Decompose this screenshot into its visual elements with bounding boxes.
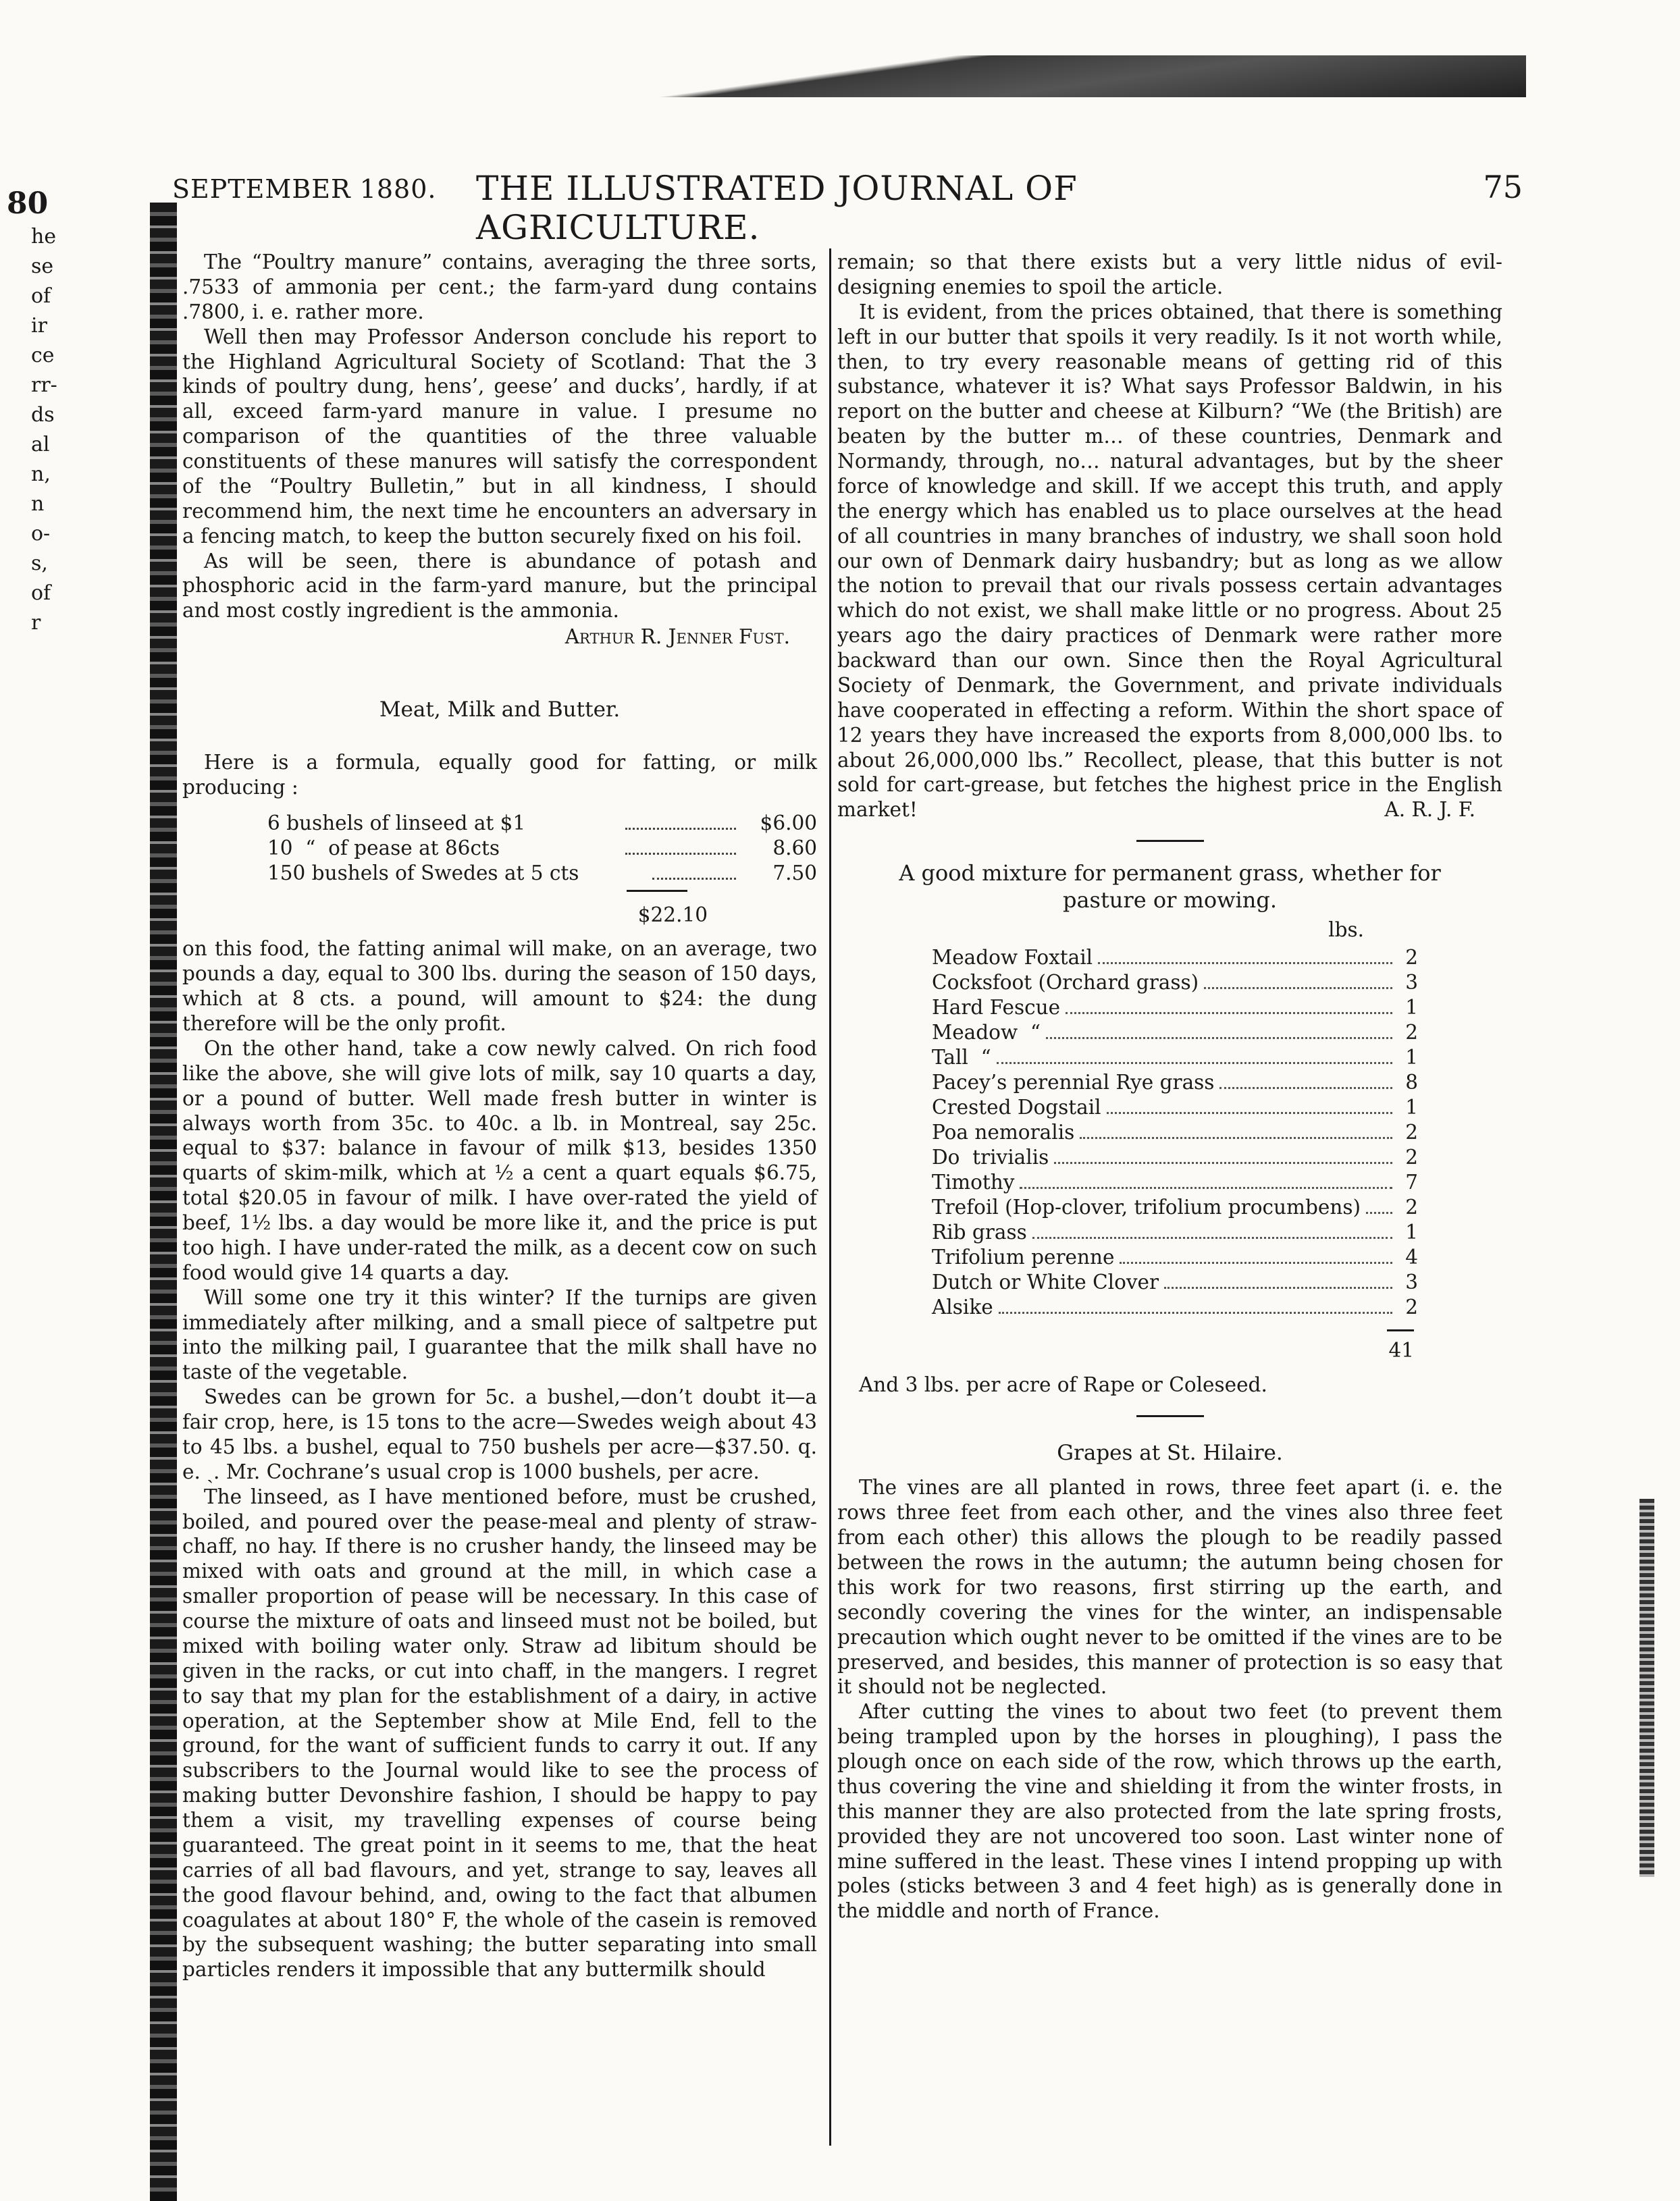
grass-row: [932, 1095, 1418, 1120]
paragraph: The linseed, as I have mentioned before, must be crushed, boiled, and poured over the pease-meal and plenty of straw-chaff, no hay. If there is no crusher handy, the linseed may be mixed with oats and ground at the mill, in which case a smaller proportion of pease will be necessary. In this case of course the mixture of oats and linseed must not be boiled, but mixed with boiling water only. Straw ad libitum should be given in the racks, or cut into chaff, in the mangers. I regret to say that my plan for the establishment of a dairy, in active operation, at the September show at Mile End, fell to the ground, for the want of sufficient funds to carry it out. If any subscribers to the Journal would like to see the process of making butter Devonshire fashion, I should be happy to pay them a visit, my travelling expenses of course being guaranteed. The great point in it seems to me, that the heat carries of all bad flavours, and yet, strange to say, leaves all the good flavour behind, and, owing to the fact that albumen coagulates at about 180° F, the whole of the casein is removed by the subsequent washing; the butter separating into small particles renders it impossible that any buttermilk should: [182, 1485, 817, 1982]
grass-lbs: 1: [1405, 995, 1418, 1019]
paragraph: Will some one try it this winter? If the turnips are given immediately after milking, and a small piece of saltpetre put into the milking pail, I guarantee that the milk shall have no taste of the vegetable.: [182, 1285, 817, 1384]
grass-row: [932, 1145, 1418, 1170]
section-title-grapes: Grapes at St. Hilaire.: [1057, 1440, 1283, 1465]
dot-leader: [1204, 987, 1392, 989]
total-rule: [627, 890, 687, 892]
scan-artifact-right: [1639, 1499, 1654, 1877]
formula-table: [188, 811, 817, 928]
paragraph: On the other hand, take a cow newly calved. On rich food like the above, she will give lots of milk, say 10 quarts a day, or a pound of butter. Well made fresh butter in winter is always worth from 35c. to 40c. a lb. in Montreal, say 25c. equal to $37: balance in favour of milk $13, besides 1350 quarts of skim-milk, which at ½ a cent a quart equals $6.75, total $20.05 in favour of milk. I have over-rated the yield of beef, 1½ lbs. a day would be more like it, and the price is put too high. I have under-rated the milk, as a decent cow on such food would give 14 quarts a day.: [182, 1036, 817, 1284]
grass-name: Cocksfoot (Orchard grass): [932, 970, 1199, 994]
fragment-line: of: [31, 284, 51, 308]
fragment-line: s,: [31, 552, 48, 575]
section-divider: [1136, 840, 1204, 842]
grass-lbs: 1: [1405, 1045, 1418, 1069]
dot-leader: [1366, 1212, 1392, 1214]
fragment-line: ds: [31, 403, 55, 427]
formula-row: 150 bushels of Swedes at 5 cts 7.50: [267, 861, 817, 884]
fragment-line: o-: [31, 522, 51, 546]
grass-row: [932, 945, 1418, 970]
paragraph: It is evident, from the prices obtained, that there is something left in our butter that spoils it very readily. Is it not worth while, then, to try every reasonable means of getting rid of this substance, whatever it is? What says Professor Baldwin, in his report on the butter and cheese at Kilburn? “We (the British) are beaten by the butter m… of these countries, Denmark and Normandy, through, no… natural advantages, but by the sheer force of knowledge and skill. If we accept this truth, and apply the energy which has enabled us to place ourselves at the head of all countries in many branches of industry, we shall soon hold our own of Denmark dairy husbandry; but as long as we allow the notion to prevail that our rivals possess certain advantages which do not exist, we shall make little or no progress. About 25 years ago the dairy practices of Denmark were rather more backward than our own. Since then the Royal Agricultural Society of Denmark, the Government, and private individuals have cooperated in effecting a reform. Within the short space of 12 years they have increased the exports from 8,000,000 lbs. to about 26,000,000 lbs.” Recollect, please, that this butter is not sold for cart-grease, but fetches the highest price in the English market!: [837, 300, 1502, 822]
grass-row: [932, 1120, 1418, 1145]
grass-row: [932, 1020, 1418, 1045]
grass-row: [932, 1245, 1418, 1270]
section-title-meat-milk-butter: Meat, Milk and Butter.: [379, 697, 621, 722]
dot-leader: [1020, 1187, 1392, 1189]
dot-leader: [1107, 1112, 1392, 1114]
fragment-line: ir: [31, 314, 47, 338]
grass-lbs: 2: [1405, 1120, 1418, 1144]
paragraph: After cutting the vines to about two feet (to prevent them being trampled upon by the horses in ploughing), I pass the plough once on each side of the row, which throws up the earth, thus covering the vine and shielding it from the winter frosts, in this manner they are also protected from the late spring frosts, provided they are not uncovered too soon. Last winter none of mine suffered in the least. These vines I intend propping up with poles (sticks between 3 and 4 feet high) as is generally done in the middle and north of France.: [837, 1700, 1502, 1923]
grass-name: Hard Fescue: [932, 995, 1061, 1019]
grass-name: Do trivialis: [932, 1145, 1049, 1169]
paragraph: The vines are all planted in rows, three feet apart (i. e. the rows three feet from each other, and the vines also three feet from each other) this allows the plough to be readily passed between the rows in the autumn; the autumn being chosen for this work for two reasons, first stirring up the earth, and secondly covering the vines for the winter, an indispensable precaution which ought never to be omitted if the vines are to be preserved, and besides, this manner of protection is so easy that it should not be neglected.: [837, 1476, 1502, 1699]
grass-row: [932, 1220, 1418, 1245]
grass-lbs: 3: [1405, 970, 1418, 994]
dot-leader: [1219, 1087, 1392, 1089]
grass-lbs: 1: [1405, 1220, 1418, 1244]
formula-intro: Here is a formula, equally good for fatting, or milk producing :: [182, 750, 817, 799]
grass-name: Tall “: [932, 1045, 991, 1069]
fragment-line: r: [31, 611, 41, 635]
grass-name: Dutch or White Clover: [932, 1270, 1159, 1294]
grass-name: Alsike: [932, 1295, 993, 1319]
fragment-line: al: [31, 433, 50, 456]
grass-row: [932, 1295, 1418, 1320]
fragment-line: ce: [31, 344, 55, 367]
dot-leader: [1032, 1237, 1392, 1239]
paragraph: Well then may Professor Anderson conclude his report to the Highland Agricultural Society of Scotland: That the 3 kinds of poultry dung, hens’, geese’ and ducks’, hardly, if at all, exceed farm-yard manure in value. I presume no comparison of the quantities of the three valuable constituents of these manures will satisfy the correspondent of the “Poultry Bulletin,” but in all kindness, I should recommend him, the next time he encounters an adversary in a fencing match, to keep the button securely fixed on his foil.: [182, 325, 817, 548]
formula-total: $22.10: [637, 903, 708, 926]
author-signature: Arthur R. Jenner Fust.: [565, 625, 790, 649]
grass-lbs: 7: [1405, 1170, 1418, 1194]
rape-note: And 3 lbs. per acre of Rape or Coleseed.: [859, 1373, 1267, 1396]
journal-title: THE ILLUSTRATED JOURNAL OF AGRICULTURE.: [476, 169, 1078, 247]
grass-name: Timothy: [932, 1170, 1015, 1194]
paragraph: remain; so that there exists but a very little nidus of evil-designing enemies to spoil the article.: [837, 250, 1502, 298]
dot-leader: [1098, 962, 1392, 964]
fragment-line: rr-: [31, 373, 57, 397]
author-initials: A. R. J. F.: [1384, 798, 1475, 822]
grass-row: [932, 1170, 1418, 1195]
grass-lbs: 2: [1405, 1145, 1418, 1169]
previous-page-fragment: [4, 186, 99, 638]
grass-lbs: 2: [1405, 1295, 1418, 1319]
grass-row: [932, 995, 1418, 1020]
grass-name: Meadow Foxtail: [932, 945, 1093, 969]
grass-name: Trifolium perenne: [932, 1245, 1115, 1269]
fragment-line: se: [31, 255, 54, 278]
grass-row: [932, 1045, 1418, 1070]
dot-leader: [999, 1312, 1392, 1314]
grass-lbs: 2: [1405, 1195, 1418, 1219]
dot-leader: [1054, 1162, 1392, 1164]
grass-lbs: 4: [1405, 1245, 1418, 1269]
fragment-line: he: [31, 225, 57, 248]
fragment-line: n,: [31, 462, 51, 486]
paragraph: on this food, the fatting animal will make, on an average, two pounds a day, equal to 300 lbs. during the season of 150 days, which at 8 cts. a pound, will amount to $24: the dung therefore will be the only profit.: [182, 937, 817, 1035]
grass-lbs: 2: [1405, 945, 1418, 969]
paragraph: The “Poultry manure” contains, averaging the three sorts, .7533 of ammonia per cent.; the farm-yard dung contains .7800, i. e. rather more.: [182, 250, 817, 323]
scan-artifact-top: [486, 55, 1526, 97]
total-rule: [1387, 1329, 1414, 1331]
dot-leader: [997, 1062, 1392, 1064]
grass-mixture-table: [837, 945, 1502, 1320]
dot-leader: [1164, 1287, 1392, 1289]
grass-name: Pacey’s perennial Rye grass: [932, 1070, 1215, 1094]
paragraph: Swedes can be grown for 5c. a bushel,—don’t doubt it—a fair crop, here, is 15 tons to the acre—Swedes weigh about 43 to 45 lbs. a bushel, equal to 750 bushels per acre—$37.50. q. e. ˎ. Mr. Cochrane’s usual crop is 1000 bushels, per acre.: [182, 1385, 817, 1483]
grass-mixture-subtitle: pasture or mowing.: [1062, 887, 1278, 913]
grass-name: Poa nemoralis: [932, 1120, 1075, 1144]
grass-row: [932, 970, 1418, 995]
dot-leader: [1066, 1012, 1392, 1014]
grass-mixture-title: A good mixture for permanent grass, whether for: [899, 860, 1441, 886]
page-header: [172, 169, 1523, 247]
grass-total: 41: [1388, 1338, 1414, 1362]
page-number: 75: [1483, 169, 1523, 205]
right-column: [837, 250, 1502, 1924]
grass-lbs: 8: [1405, 1070, 1418, 1094]
grass-lbs: 1: [1405, 1095, 1418, 1119]
fragment-line: n: [31, 492, 45, 516]
grass-row: [932, 1195, 1418, 1220]
section-divider: [1136, 1415, 1204, 1417]
dot-leader: [1080, 1137, 1392, 1139]
column-divider: [829, 248, 831, 2146]
grass-lbs: 2: [1405, 1020, 1418, 1044]
grass-name: Trefoil (Hop-clover, trifolium procumbens): [932, 1195, 1361, 1219]
grass-row: [932, 1070, 1418, 1095]
grass-name: Rib grass: [932, 1220, 1027, 1244]
grass-row: [932, 1270, 1418, 1295]
grass-name: Crested Dogstail: [932, 1095, 1101, 1119]
previous-page-number: 80: [7, 186, 49, 221]
left-column: [182, 250, 817, 1982]
formula-row: 10 “ of pease at 86cts 8.60: [267, 836, 817, 859]
dot-leader: [1120, 1262, 1392, 1264]
grass-name: Meadow “: [932, 1020, 1041, 1044]
paragraph: As will be seen, there is abundance of potash and phosphoric acid in the farm-yard manure, but the principal and most costly ingredient is the ammonia.: [182, 549, 817, 622]
header-date: SEPTEMBER 1880.: [172, 174, 437, 204]
grass-lbs: 3: [1405, 1270, 1418, 1294]
fragment-line: of: [31, 581, 51, 605]
formula-row: 6 bushels of linseed at $1 $6.00: [267, 811, 817, 834]
binding-spine: [150, 203, 177, 2201]
unit-header: lbs.: [1328, 918, 1364, 941]
dot-leader: [1046, 1037, 1392, 1039]
